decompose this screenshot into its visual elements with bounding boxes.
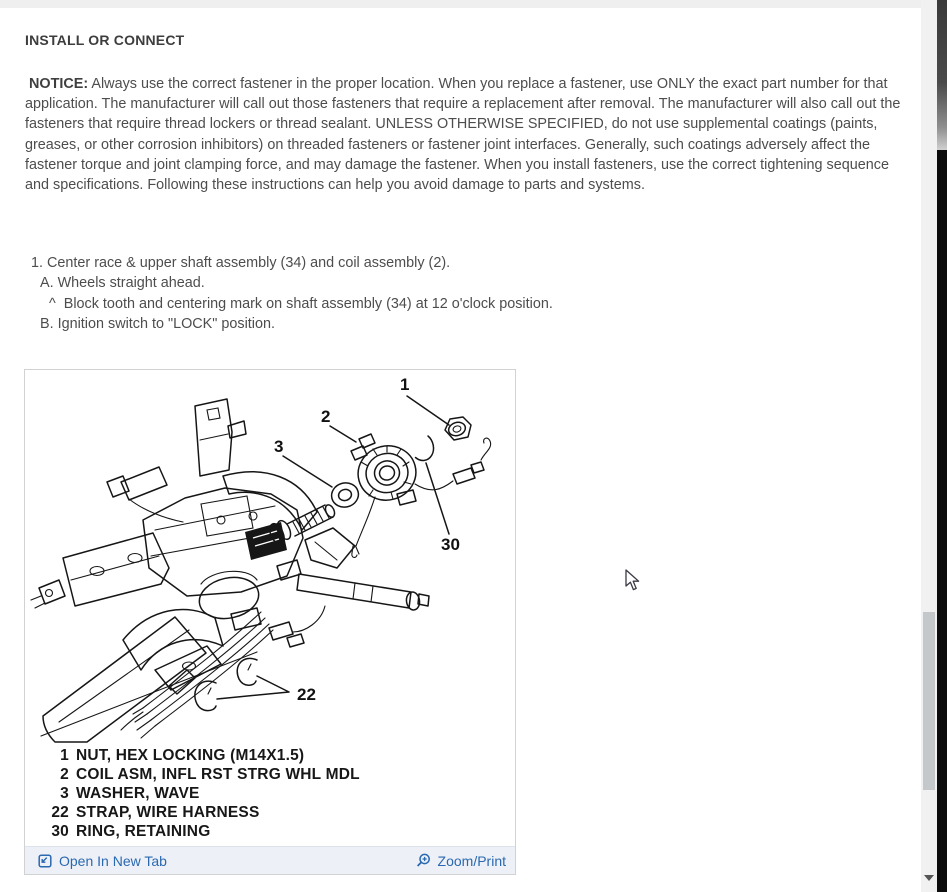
zoom-print-label[interactable]: Zoom/Print (437, 852, 506, 869)
legend-row (39, 784, 515, 803)
step-line: A. Wheels straight ahead. (40, 275, 205, 292)
zoom-plus-icon[interactable] (416, 853, 431, 868)
callout-2: 2 (321, 407, 331, 426)
legend-row (39, 765, 515, 784)
step-line: B. Ignition switch to "LOCK" position. (40, 315, 275, 332)
figure-action-bar (25, 846, 515, 874)
legend-part-name: COIL ASM, INFL RST STRG WHL MDL (76, 766, 360, 783)
scrollbar-down-arrow-icon[interactable] (924, 875, 934, 881)
legend-part-number: 22 (51, 804, 69, 821)
open-in-new-tab-link[interactable] (38, 853, 167, 869)
vertical-scrollbar-thumb[interactable] (923, 612, 935, 790)
callout-3: 3 (274, 437, 284, 456)
legend-part-number: 2 (60, 766, 69, 783)
top-edge-band (0, 0, 937, 8)
legend-part-name: NUT, HEX LOCKING (M14X1.5) (76, 747, 305, 764)
vertical-scrollbar-track[interactable] (921, 0, 937, 892)
legend-part-name: STRAP, WIRE HARNESS (76, 804, 260, 821)
legend-part-name: RING, RETAINING (76, 823, 211, 840)
callout-22: 22 (297, 685, 316, 704)
parts-legend (25, 744, 515, 846)
legend-part-number: 3 (60, 785, 69, 802)
notice-text: Always use the correct fastener in the proper location. When you replace a fastener, use ONLY the exact part number for that application. The manufacturer will call out those fasteners that require a replacement after removal. The manufacturer will also call out the fasteners that require thread lockers or thread sealant. UNLESS OTHERWISE SPECIFIED, do not use supplemental coatings (paints, greases, or other corrosion inhibitors) on threaded fasteners or fastener joint interfaces. Generally, such coatings adversely affect the fastener torque and joint clamping force, and may damage the fastener. When you install fasteners, use the correct tightening sequence and specifications. Following these instructions can help you avoid damage to parts and systems. (25, 76, 905, 194)
document-content (0, 8, 921, 334)
open-in-new-tab-label[interactable]: Open In New Tab (59, 852, 167, 869)
zoom-print-link[interactable] (416, 853, 506, 869)
step-line: 1. Center race & upper shaft assembly (34) and coil assembly (2). (31, 255, 451, 272)
notice-paragraph (25, 74, 909, 195)
notice-label: NOTICE: (25, 76, 89, 92)
legend-row (39, 822, 515, 841)
legend-part-number: 30 (51, 823, 69, 840)
figure-panel (24, 369, 516, 875)
procedure-steps (25, 253, 921, 334)
open-in-new-tab-icon[interactable] (38, 854, 52, 868)
legend-part-number: 1 (60, 747, 69, 764)
mouse-cursor (625, 569, 643, 598)
step-line: ^ Block tooth and centering mark on shaft assembly (34) at 12 o'clock position. (49, 295, 553, 312)
callout-1: 1 (400, 375, 410, 394)
legend-row (39, 746, 515, 765)
steering-column-diagram (25, 370, 513, 744)
callout-30: 30 (441, 535, 460, 554)
legend-row (39, 803, 515, 822)
legend-part-name: WASHER, WAVE (76, 785, 200, 802)
page-title: INSTALL OR CONNECT (25, 32, 185, 48)
outer-dark-scrollbar-track[interactable] (937, 0, 947, 892)
outer-dark-scrollbar-thumb[interactable] (937, 0, 947, 150)
